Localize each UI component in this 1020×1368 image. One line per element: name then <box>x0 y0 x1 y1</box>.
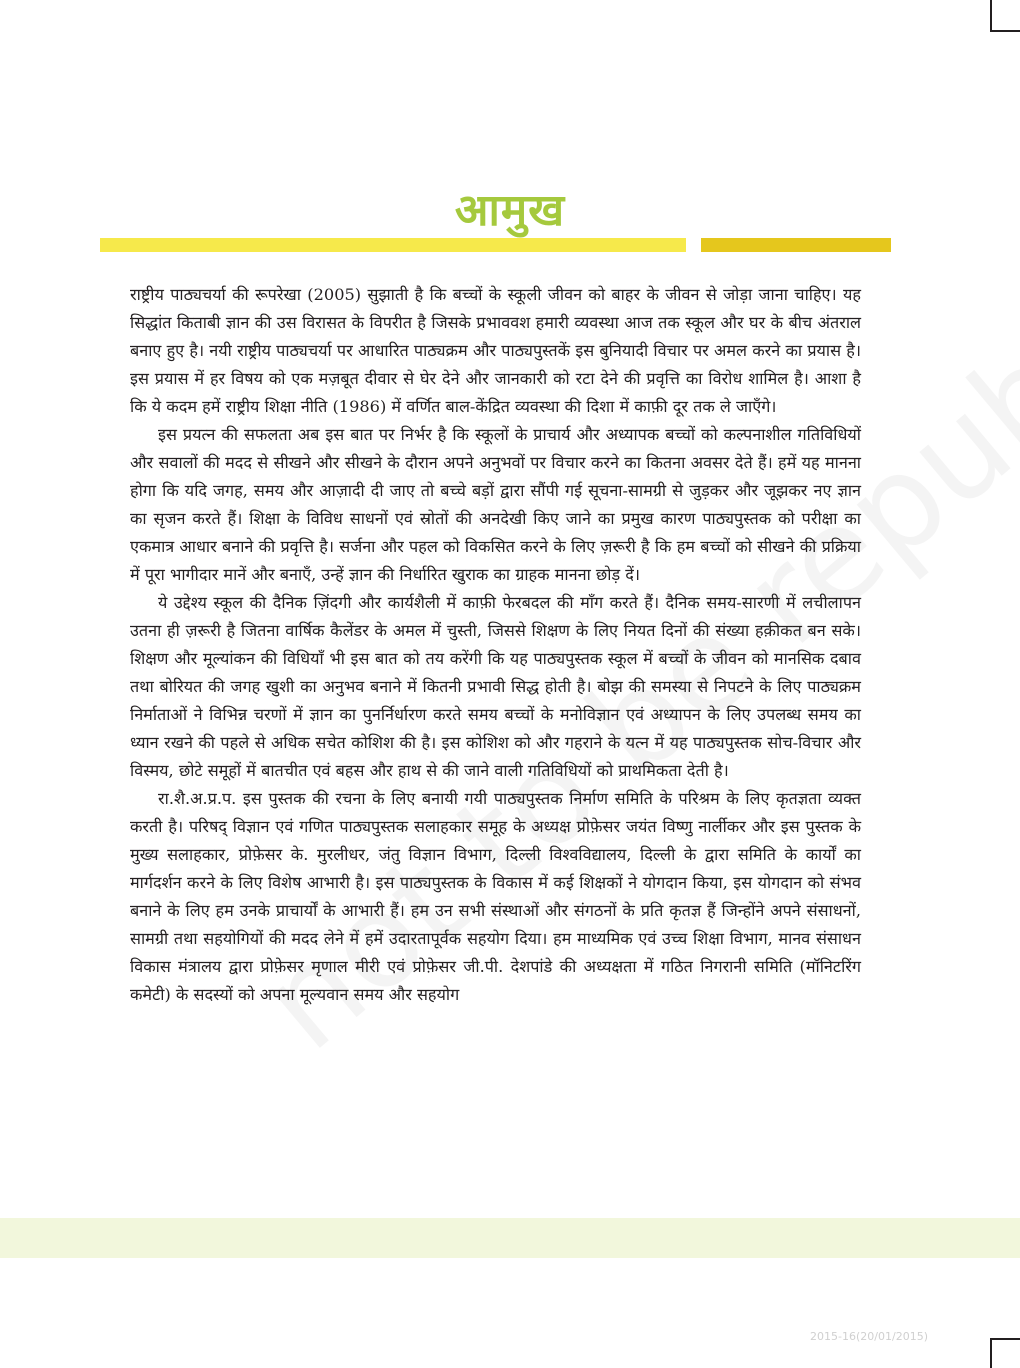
page-title: आमुख <box>454 185 566 236</box>
foreword-body <box>130 281 861 1009</box>
footer-code: 2015-16(20/01/2015) <box>810 1330 928 1343</box>
paragraph-3: ये उद्देश्य स्कूल की दैनिक ज़िंदगी और कार्यशैली में काफ़ी फेरबदल की माँग करते हैं। दैनिक समय-सारणी में लचीलापन उतना ही ज़रूरी है जितना वार्षिक कैलेंडर के अमल में चुस्ती, जिससे शिक्षण के लिए नियत दिनों की संख्या हक़ीकत बन सके। शिक्षण और मूल्यांकन की विधियाँ भी इस बात को तय करेंगी कि यह पाठ्यपुस्तक स्कूल में बच्चों के जीवन को मानसिक दबाव तथा बोरियत की जगह खुशी का अनुभव बनाने में कितनी प्रभावी सिद्ध होती है। बोझ की समस्या से निपटने के लिए पाठ्यक्रम निर्माताओं ने विभिन्न चरणों में ज्ञान का पुनर्निर्धारण करते समय बच्चों के मनोविज्ञान एवं अध्यापन के लिए उपलब्ध समय का ध्यान रखने की पहले से अधिक सचेत कोशिश की है। इस कोशिश को और गहराने के यत्न में यह पाठ्यपुस्तक सोच-विचार और विस्मय, छोटे समूहों में बातचीत एवं बहस और हाथ से की जाने वाली गतिविधियों को प्राथमिकता देती है। <box>130 593 861 780</box>
paragraph-1: राष्ट्रीय पाठ्यचर्या की रूपरेखा (2005) सुझाती है कि बच्चों के स्कूली जीवन को बाहर के जीवन से जोड़ा जाना चाहिए। यह सिद्धांत किताबी ज्ञान की उस विरासत के विपरीत है जिसके प्रभाववश हमारी व्यवस्था आज तक स्कूल और घर के बीच अंतराल बनाए हुए है। नयी राष्ट्रीय पाठ्यचर्या पर आधारित पाठ्यक्रम और पाठ्यपुस्तकें इस बुनियादी विचार पर अमल करने का प्रयास है। इस प्रयास में हर विषय को एक मज़बूत दीवार से घेर देने और जानकारी को रटा देने की प्रवृत्ति का विरोध शामिल है। आशा है कि ये कदम हमें राष्ट्रीय शिक्षा नीति (1986) में वर्णित बाल-केंद्रित व्यवस्था की दिशा में काफ़ी दूर तक ले जाएँगे। <box>130 285 861 416</box>
title-underline-bar-dark <box>701 238 891 252</box>
paragraph-2: इस प्रयत्न की सफलता अब इस बात पर निर्भर है कि स्कूलों के प्राचार्य और अध्यापक बच्चों को कल्पनाशील गतिविधियों और सवालों की मदद से सीखने और सीखने के दौरान अपने अनुभवों पर विचार करने का कितना अवसर देते हैं। हमें यह मानना होगा कि यदि जगह, समय और आज़ादी दी जाए तो बच्चे बड़ों द्वारा सौंपी गई सूचना-सामग्री से जुड़कर और जूझकर नए ज्ञान का सृजन करते हैं। शिक्षा के विविध साधनों एवं स्रोतों की अनदेखी किए जाने का प्रमुख कारण पाठ्यपुस्तक को परीक्षा का एकमात्र आधार बनाने की प्रवृत्ति है। सर्जना और पहल को विकसित करने के लिए ज़रूरी है कि हम बच्चों को सीखने की प्रक्रिया में पूरा भागीदार मानें और बनाएँ, उन्हें ज्ञान की निर्धारित खुराक का ग्राहक मानना छोड़ दें। <box>130 425 861 584</box>
crop-mark-top-horizontal <box>990 30 1020 32</box>
title-underline-bar-light <box>100 238 686 252</box>
footer-band <box>0 1218 1020 1258</box>
crop-mark-bottom-horizontal <box>990 1338 1020 1340</box>
paragraph-4: रा.शै.अ.प्र.प. इस पुस्तक की रचना के लिए बनायी गयी पाठ्यपुस्तक निर्माण समिति के परिश्रम के लिए कृतज्ञता व्यक्त करती है। परिषद् विज्ञान एवं गणित पाठ्यपुस्तक सलाहकार समूह के अध्यक्ष प्रोफ़ेसर जयंत विष्णु नार्लीकर और इस पुस्तक के मुख्य सलाहकार, प्रोफ़ेसर के. मुरलीधर, जंतु विज्ञान विभाग, दिल्ली विश्वविद्यालय, दिल्ली के द्वारा समिति के कार्यों का मार्गदर्शन करने के लिए विशेष आभारी है। इस पाठ्यपुस्तक के विकास में कई शिक्षकों ने योगदान किया, इस योगदान को संभव बनाने के लिए हम उनके प्राचार्यों के आभारी हैं। हम उन सभी संस्थाओं और संगठनों के प्रति कृतज्ञ हैं जिन्होंने अपने संसाधनों, सामग्री तथा सहयोगियों की मदद लेने में हमें उदारतापूर्वक सहयोग दिया। हम माध्यमिक एवं उच्च शिक्षा विभाग, मानव संसाधन विकास मंत्रालय द्वारा प्रोफ़ेसर मृणाल मीरी एवं प्रोफ़ेसर जी.पी. देशपांडे की अध्यक्षता में गठित निगरानी समिति (मॉनिटरिंग कमेटी) के सदस्यों को अपना मूल्यवान समय और सहयोग <box>130 789 861 1004</box>
crop-mark-top-vertical <box>990 0 992 32</box>
crop-mark-bottom-vertical <box>990 1338 992 1368</box>
